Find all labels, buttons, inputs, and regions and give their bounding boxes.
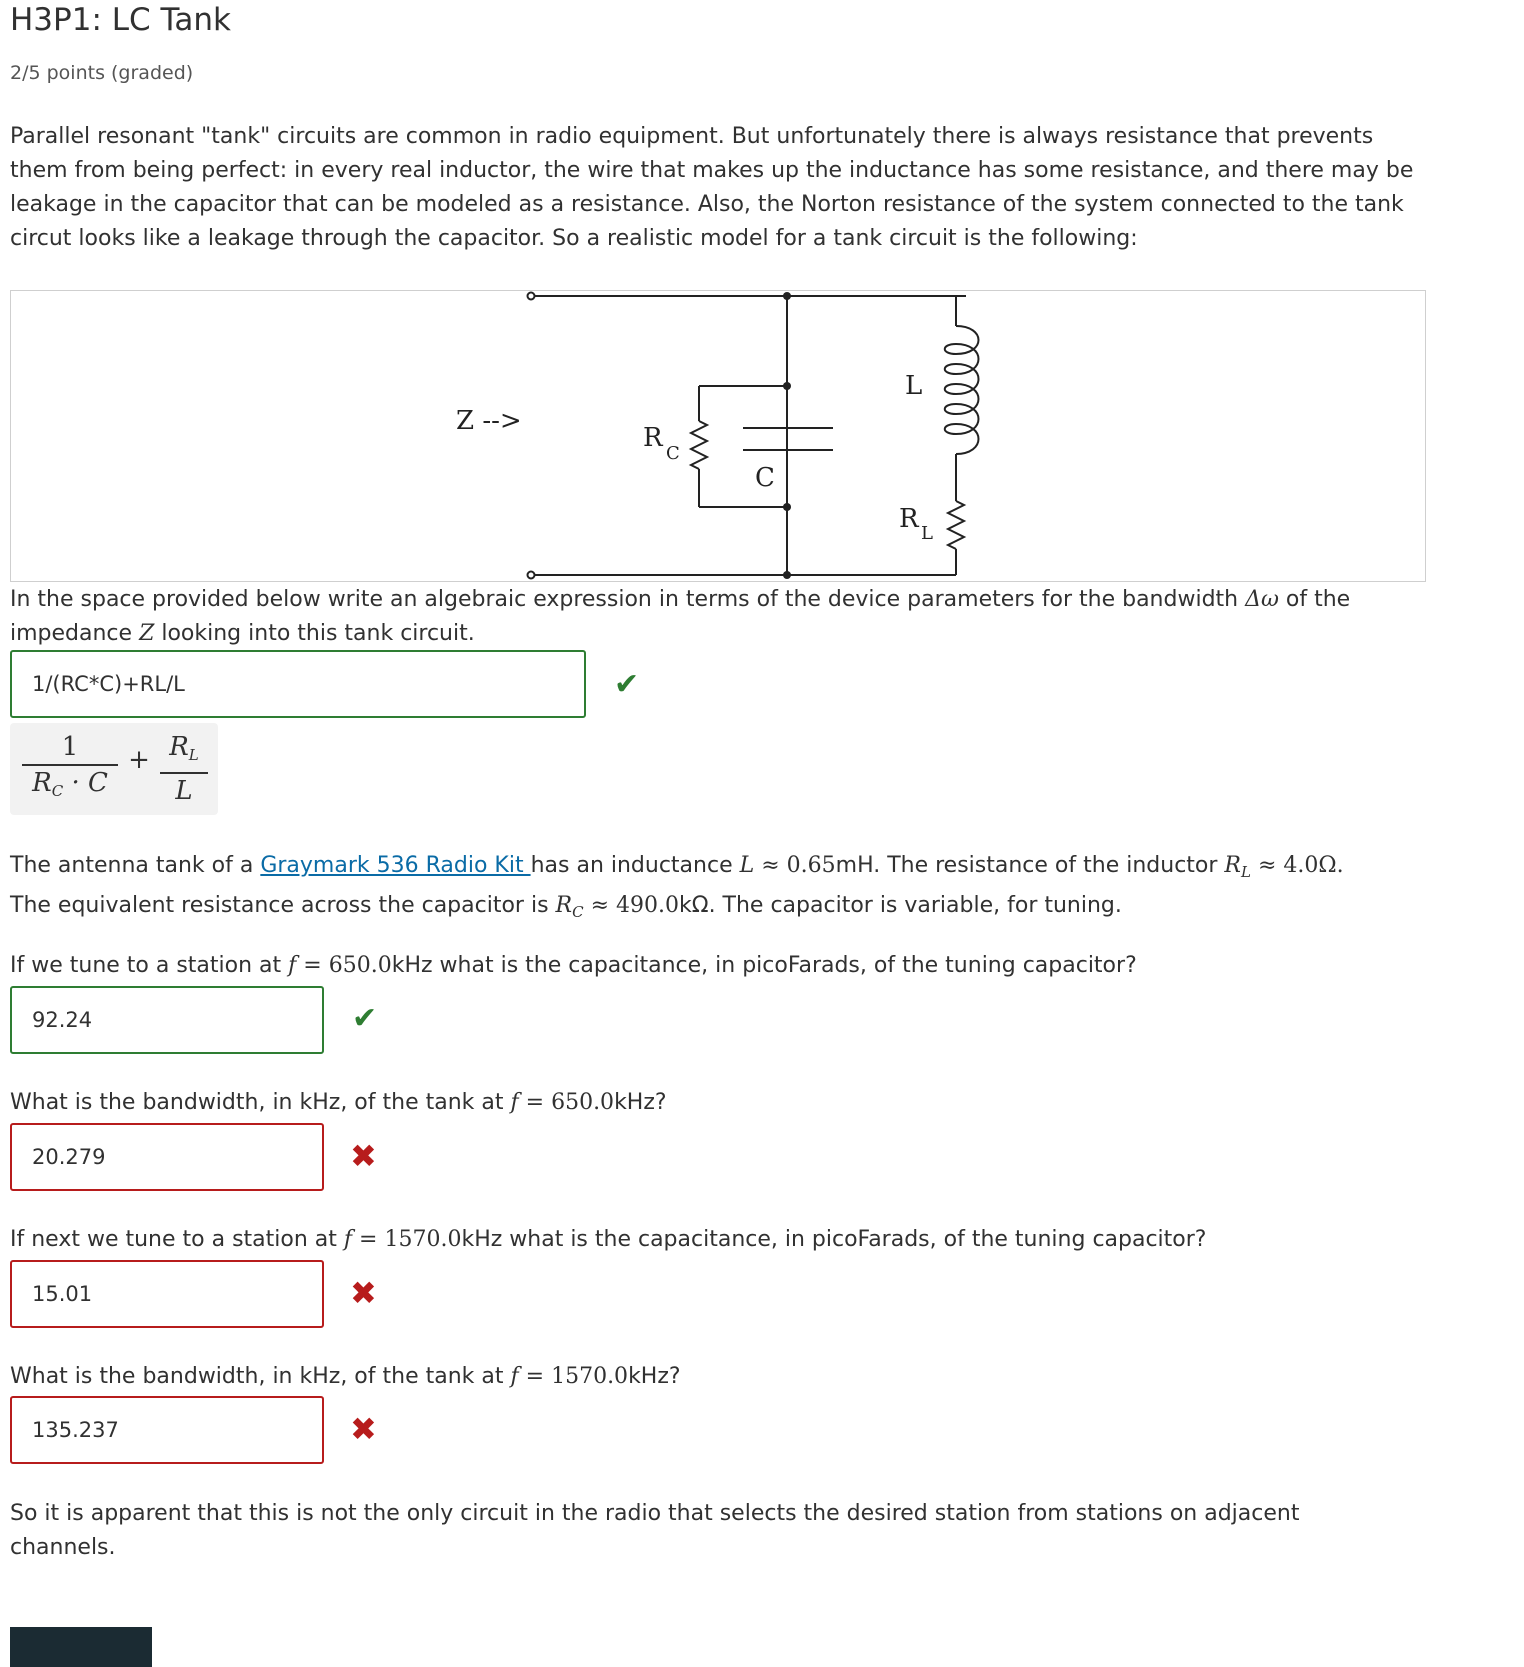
conclusion-paragraph: So it is apparent that this is not the only circuit in the radio that selects the desired station from stations on adjacent channels. (10, 1501, 1300, 1560)
submit-button[interactable] (10, 1627, 152, 1667)
rc-label-sub: C (666, 443, 680, 464)
top-terminal (528, 293, 535, 300)
z-label: Z --> (456, 406, 522, 436)
q5-incorrect-icon: ✖ (350, 1410, 377, 1448)
q4-answer-input[interactable] (10, 1260, 324, 1328)
bandwidth-symbol: Δω (1245, 587, 1279, 612)
q1-prompt: In the space provided below write an algebraic expression in terms of the device parameters for the bandwidth Δω of the impedance Z looking into this tank circuit. (10, 587, 1351, 646)
q2-answer-input[interactable] (10, 986, 324, 1054)
tank-circuit-schematic (11, 291, 1427, 583)
q3-prompt: What is the bandwidth, in kHz, of the tank at f = 650.0kHz? (10, 1090, 667, 1115)
graymark-radio-kit-link[interactable]: Graymark 536 Radio Kit (260, 853, 531, 878)
q5-answer-input[interactable] (10, 1396, 324, 1464)
rc-label: R (643, 423, 663, 453)
q3-incorrect-icon: ✖ (350, 1137, 377, 1175)
q1-correct-icon: ✔ (614, 667, 640, 702)
impedance-symbol: Z (139, 621, 155, 646)
circuit-diagram (10, 290, 1426, 582)
q4-incorrect-icon: ✖ (350, 1274, 377, 1312)
intro-paragraph: Parallel resonant "tank" circuits are common in radio equipment. But unfortunately there is always resistance that prevents them from being perfect: in every real inductor, the wire that makes up the inductance has some resistance, and there may be leakage in the capacitor that can be modeled as a resistance. Also, the Norton resistance of the system connected to the tank circut looks like a leakage through the capacitor. So a realistic model for a tank circuit is the following: (10, 124, 1414, 251)
c-label: C (755, 463, 775, 493)
q1-math-preview (10, 723, 218, 815)
points-status: 2/5 points (graded) (10, 62, 194, 84)
q1-answer-input[interactable] (10, 650, 586, 718)
preview-plus: + (128, 745, 150, 775)
radio-description: The antenna tank of a Graymark 536 Radio Kit has an inductance L ≈ 0.65mH. The resistance of the inductor $R_L \approx 4.0\Omega$. The equivalent resistance across the capacitor is $R_C \approx 490.0k\Omega$. The capacitor is variable, for tuning. (10, 853, 1344, 921)
rl-label: R (899, 504, 919, 534)
q5-prompt: What is the bandwidth, in kHz, of the tank at f = 1570.0kHz? (10, 1364, 681, 1389)
preview-fraction-2: $R_L$ L (160, 730, 208, 808)
bottom-terminal (528, 572, 535, 579)
rl-resistor (948, 501, 964, 549)
rc-resistor (691, 421, 707, 469)
page-title: H3P1: LC Tank (10, 2, 231, 38)
q4-prompt: If next we tune to a station at f = 1570.0kHz what is the capacitance, in picoFarads, of the tuning capacitor? (10, 1227, 1207, 1252)
q3-answer-input[interactable] (10, 1123, 324, 1191)
rl-label-sub: L (921, 523, 933, 544)
inductor-coil (945, 326, 979, 454)
preview-fraction-1: 1 $R_C \cdot C$ (22, 730, 118, 808)
l-label: L (905, 371, 923, 401)
q2-correct-icon: ✔ (352, 1001, 378, 1036)
q2-prompt: If we tune to a station at f = 650.0kHz what is the capacitance, in picoFarads, of the tuning capacitor? (10, 953, 1137, 978)
